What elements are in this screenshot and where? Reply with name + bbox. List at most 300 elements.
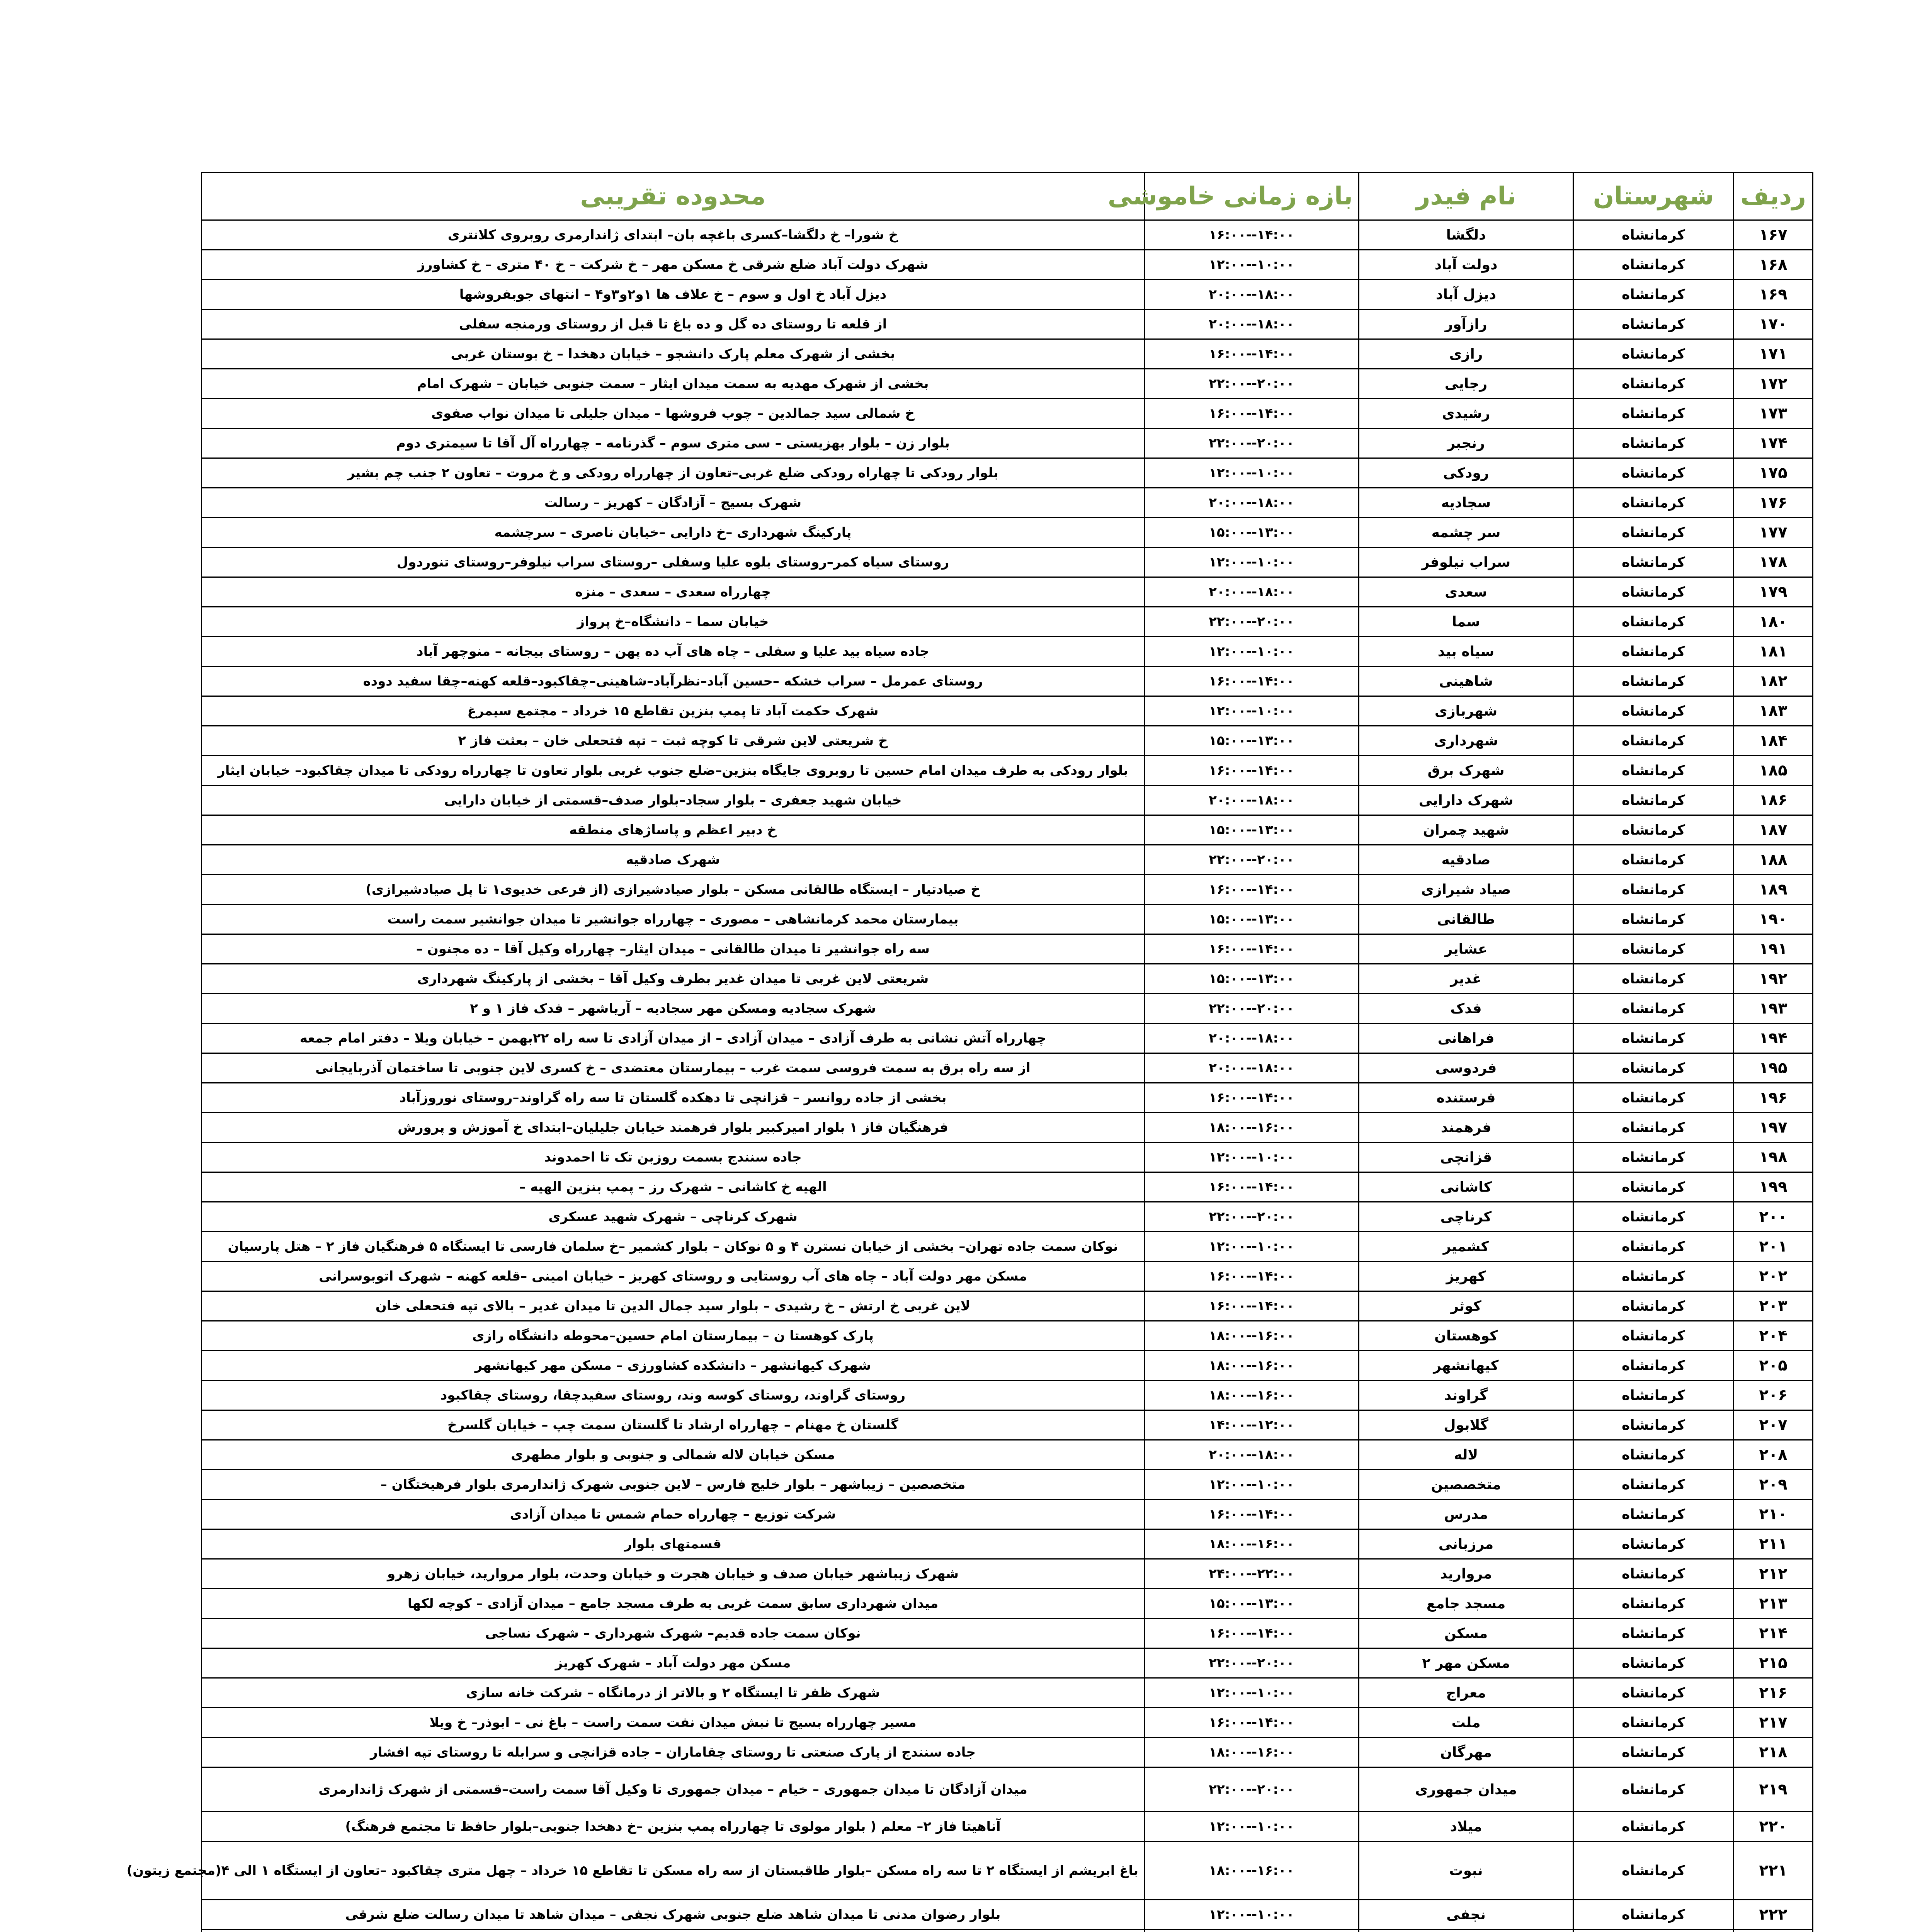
feeder-cell: رنجبر bbox=[1359, 429, 1573, 458]
feeder-cell: قزانچی bbox=[1359, 1143, 1573, 1172]
outage-window-cell: ۲۰:۰۰--۲۲:۰۰ bbox=[1145, 994, 1359, 1024]
table-row bbox=[202, 1083, 1813, 1113]
area-cell: لاین غربی خ ارتش – خ رشیدی – بلوار سید جمال الدین تا میدان غدیر – بالای تپه فتحعلی خان bbox=[202, 1291, 1145, 1321]
table-row bbox=[202, 1440, 1813, 1470]
header-city: شهرستان bbox=[1573, 173, 1734, 220]
table-row bbox=[202, 607, 1813, 637]
header-row-number: ردیف bbox=[1734, 173, 1813, 220]
city-cell: کرمانشاه bbox=[1573, 429, 1734, 458]
table-row bbox=[202, 1767, 1813, 1812]
feeder-cell: مسجد جامع bbox=[1359, 1589, 1573, 1619]
row-number-cell: ۲۱۰ bbox=[1734, 1500, 1813, 1529]
city-cell: کرمانشاه bbox=[1573, 667, 1734, 696]
city-cell: کرمانشاه bbox=[1573, 1559, 1734, 1589]
outage-window-cell: ۲۰:۰۰--۲۲:۰۰ bbox=[1145, 1648, 1359, 1678]
feeder-cell: طالقانی bbox=[1359, 905, 1573, 934]
row-number-cell: ۲۱۲ bbox=[1734, 1559, 1813, 1589]
area-cell: شرکت توزیع – چهارراه حمام شمس تا میدان آزادی bbox=[202, 1500, 1145, 1529]
city-cell: کرمانشاه bbox=[1573, 1381, 1734, 1410]
area-cell: پارکینگ شهرداری –خ دارایی –خیابان ناصری – سرچشمه bbox=[202, 518, 1145, 548]
outage-window-cell: ۱۸:۰۰--۲۰:۰۰ bbox=[1145, 1440, 1359, 1470]
city-cell: کرمانشاه bbox=[1573, 1812, 1734, 1842]
city-cell: کرمانشاه bbox=[1573, 1113, 1734, 1143]
city-cell: کرمانشاه bbox=[1573, 369, 1734, 399]
outage-window-cell: ۱۴:۰۰--۱۶:۰۰ bbox=[1145, 1500, 1359, 1529]
area-cell: بلوار زن – بلوار بهزیستی – سی متری سوم – گذرنامه – چهارراه آل آقا تا سیمتری دوم bbox=[202, 429, 1145, 458]
feeder-cell: سجادیه bbox=[1359, 488, 1573, 518]
area-cell: مسکن مهر دولت آباد – شهرک کهریز bbox=[202, 1648, 1145, 1678]
table-row bbox=[202, 905, 1813, 934]
city-cell: کرمانشاه bbox=[1573, 1500, 1734, 1529]
table-row bbox=[202, 1529, 1813, 1559]
city-cell: کرمانشاه bbox=[1573, 1708, 1734, 1738]
feeder-cell: کاشانی bbox=[1359, 1172, 1573, 1202]
area-cell: بخشی از جاده روانسر – قزانچی تا دهکده گلستان تا سه راه گراوند–روستای نوروزآباد bbox=[202, 1083, 1145, 1113]
table-row bbox=[202, 994, 1813, 1024]
feeder-cell: رازی bbox=[1359, 339, 1573, 369]
outage-window-cell: ۱۳:۰۰--۱۵:۰۰ bbox=[1145, 815, 1359, 845]
area-cell: بیمارستان محمد کرمانشاهی – مصوری – چهارراه جوانشیر تا میدان جوانشیر سمت راست bbox=[202, 905, 1145, 934]
outage-window-cell: ۱۳:۰۰--۱۵:۰۰ bbox=[1145, 905, 1359, 934]
city-cell: کرمانشاه bbox=[1573, 1678, 1734, 1708]
row-number-cell: ۱۹۳ bbox=[1734, 994, 1813, 1024]
outage-window-cell: ۱۲:۰۰--۱۴:۰۰ bbox=[1145, 1410, 1359, 1440]
feeder-cell: شهید چمران bbox=[1359, 815, 1573, 845]
table-row bbox=[202, 1232, 1813, 1262]
row-number-cell: ۱۷۳ bbox=[1734, 399, 1813, 429]
feeder-cell: فرهمند bbox=[1359, 1113, 1573, 1143]
outage-window-cell: ۱۴:۰۰--۱۶:۰۰ bbox=[1145, 667, 1359, 696]
feeder-cell: مرزبانی bbox=[1359, 1529, 1573, 1559]
outage-window-cell: ۲۰:۰۰--۲۲:۰۰ bbox=[1145, 1767, 1359, 1812]
table-row bbox=[202, 1648, 1813, 1678]
area-cell: شهرک زیباشهر خیابان صدف و خیابان هجرت و خیابان وحدت، بلوار مروارید، خیابان زهرو bbox=[202, 1559, 1145, 1589]
table-row bbox=[202, 756, 1813, 786]
row-number-cell: ۲۰۷ bbox=[1734, 1410, 1813, 1440]
city-cell: کرمانشاه bbox=[1573, 1083, 1734, 1113]
outage-window-cell: ۱۸:۰۰--۲۰:۰۰ bbox=[1145, 786, 1359, 815]
feeder-cell: غدیر bbox=[1359, 964, 1573, 994]
area-cell: جاده سنندج بسمت روزبن تک تا احمدوند bbox=[202, 1143, 1145, 1172]
row-number-cell: ۱۹۸ bbox=[1734, 1143, 1813, 1172]
area-cell: باغ ابریشم از ایستگاه ۲ تا سه راه مسکن –بلوار طاقبستان از سه راه مسکن تا تقاطع ۱۵ خرداد – چهل متری چقاکبود –تعاون از ایستگاه ۱ الی ۴(مجتمع زیتون) bbox=[202, 1842, 1145, 1900]
city-cell: کرمانشاه bbox=[1573, 756, 1734, 786]
outage-window-cell: ۱۸:۰۰--۲۰:۰۰ bbox=[1145, 310, 1359, 339]
feeder-cell: فردوسی bbox=[1359, 1053, 1573, 1083]
table-row bbox=[202, 369, 1813, 399]
row-number-cell: ۱۸۶ bbox=[1734, 786, 1813, 815]
outage-window-cell: ۱۰:۰۰--۱۲:۰۰ bbox=[1145, 1900, 1359, 1930]
outage-window-cell: ۱۳:۰۰--۱۵:۰۰ bbox=[1145, 1589, 1359, 1619]
feeder-cell: سما bbox=[1359, 607, 1573, 637]
feeder-cell: کوثر bbox=[1359, 1291, 1573, 1321]
feeder-cell: نجفی bbox=[1359, 1900, 1573, 1930]
table-row bbox=[202, 786, 1813, 815]
row-number-cell: ۱۷۷ bbox=[1734, 518, 1813, 548]
table-row bbox=[202, 1172, 1813, 1202]
row-number-cell: ۱۹۷ bbox=[1734, 1113, 1813, 1143]
city-cell: کرمانشاه bbox=[1573, 726, 1734, 756]
row-number-cell: ۱۸۹ bbox=[1734, 875, 1813, 905]
area-cell: خ شمالی سید جمالدین – چوب فروشها – میدان جلیلی تا میدان نواب صفوی bbox=[202, 399, 1145, 429]
row-number-cell: ۲۰۴ bbox=[1734, 1321, 1813, 1351]
outage-window-cell: ۱۴:۰۰--۱۶:۰۰ bbox=[1145, 1291, 1359, 1321]
outage-window-cell: ۱۴:۰۰--۱۶:۰۰ bbox=[1145, 1619, 1359, 1648]
row-number-cell: ۱۷۶ bbox=[1734, 488, 1813, 518]
table-row bbox=[202, 1500, 1813, 1529]
city-cell: کرمانشاه bbox=[1573, 250, 1734, 280]
row-number-cell: ۱۶۸ bbox=[1734, 250, 1813, 280]
feeder-cell: شهرک برق bbox=[1359, 756, 1573, 786]
table-row bbox=[202, 964, 1813, 994]
table-row bbox=[202, 1930, 1813, 1932]
city-cell: کرمانشاه bbox=[1573, 1619, 1734, 1648]
table-row bbox=[202, 1738, 1813, 1767]
outage-window-cell: ۱۴:۰۰--۱۶:۰۰ bbox=[1145, 399, 1359, 429]
row-number-cell: ۱۷۰ bbox=[1734, 310, 1813, 339]
outage-window-cell: ۱۴:۰۰--۱۶:۰۰ bbox=[1145, 1172, 1359, 1202]
table-row bbox=[202, 1900, 1813, 1930]
row-number-cell: ۲۱۹ bbox=[1734, 1767, 1813, 1812]
feeder-cell: عشایر bbox=[1359, 934, 1573, 964]
feeder-cell: دولت آباد bbox=[1359, 250, 1573, 280]
area-cell: چهارراه سعدی – سعدی – منزه bbox=[202, 577, 1145, 607]
city-cell: کرمانشاه bbox=[1573, 875, 1734, 905]
table-row bbox=[202, 1470, 1813, 1500]
row-number-cell: ۱۶۹ bbox=[1734, 280, 1813, 310]
city-cell: کرمانشاه bbox=[1573, 696, 1734, 726]
table-row bbox=[202, 934, 1813, 964]
city-cell: کرمانشاه bbox=[1573, 1842, 1734, 1900]
area-cell: دیزل آباد خ اول و سوم – خ علاف ها ۱و۲و۳و۴ – انتهای جوبفروشها bbox=[202, 280, 1145, 310]
feeder-cell: صادقیه bbox=[1359, 845, 1573, 875]
area-cell: از قلعه تا روستای ده گل و ده باغ تا قبل از روستای ورمنجه سفلی bbox=[202, 310, 1145, 339]
city-cell: کرمانشاه bbox=[1573, 399, 1734, 429]
table-row bbox=[202, 637, 1813, 667]
area-cell: میدان آزادگان تا میدان جمهوری – خیام – میدان جمهوری تا وکیل آقا سمت راست–قسمتی از شهرک ژاندارمری bbox=[202, 1767, 1145, 1812]
city-cell: کرمانشاه bbox=[1573, 1410, 1734, 1440]
header-area: محدوده تقریبی bbox=[202, 173, 1145, 220]
feeder-cell: لاله bbox=[1359, 1440, 1573, 1470]
area-cell: شریعتی لاین غربی تا میدان غدیر بطرف وکیل آقا – بخشی از پارکینگ شهرداری bbox=[202, 964, 1145, 994]
table-row bbox=[202, 1559, 1813, 1589]
area-cell: خ صیادتیار – ایستگاه طالقانی مسکن – بلوار صیادشیرازی (از فرعی خدیوی۱ تا پل صیادشیرازی) bbox=[202, 875, 1145, 905]
area-cell: خ دبیر اعظم و پاساژهای منطقه bbox=[202, 815, 1145, 845]
row-number-cell: ۲۰۶ bbox=[1734, 1381, 1813, 1410]
area-cell: شهرک حکمت آباد تا پمپ بنزین تقاطع ۱۵ خرداد – مجتمع سیمرغ bbox=[202, 696, 1145, 726]
table-row bbox=[202, 280, 1813, 310]
outage-window-cell: ۱۴:۰۰--۱۶:۰۰ bbox=[1145, 1708, 1359, 1738]
outage-schedule-sheet bbox=[126, 172, 1812, 1932]
row-number-cell: ۱۸۰ bbox=[1734, 607, 1813, 637]
city-cell bbox=[1573, 1930, 1734, 1932]
table-row bbox=[202, 339, 1813, 369]
area-cell: مسکن خیابان لاله شمالی و جنوبی و بلوار مطهری bbox=[202, 1440, 1145, 1470]
city-cell: کرمانشاه bbox=[1573, 1470, 1734, 1500]
outage-window-cell: ۱۰:۰۰--۱۲:۰۰ bbox=[1145, 548, 1359, 577]
row-number-cell: ۱۸۲ bbox=[1734, 667, 1813, 696]
area-cell: جاده سنندج از پارک صنعتی تا روستای چقاماران – جاده قزانچی و سرابله تا روستای تپه افشار bbox=[202, 1738, 1145, 1767]
row-number-cell: ۱۹۹ bbox=[1734, 1172, 1813, 1202]
row-number-cell: ۲۱۴ bbox=[1734, 1619, 1813, 1648]
table-row bbox=[202, 1589, 1813, 1619]
outage-window-cell: ۱۰:۰۰--۱۲:۰۰ bbox=[1145, 250, 1359, 280]
area-cell: بلوار رودکی تا چهاراه رودکی ضلع غربی–تعاون از چهارراه رودکی و خ مروت – تعاون ۲ جنب چم بشیر bbox=[202, 458, 1145, 488]
row-number-cell: ۲۱۱ bbox=[1734, 1529, 1813, 1559]
feeder-cell: مروارید bbox=[1359, 1559, 1573, 1589]
city-cell: کرمانشاه bbox=[1573, 964, 1734, 994]
row-number-cell: ۱۷۵ bbox=[1734, 458, 1813, 488]
table-row bbox=[202, 875, 1813, 905]
table-row bbox=[202, 1202, 1813, 1232]
outage-window-cell: ۱۶:۰۰--۱۸:۰۰ bbox=[1145, 1738, 1359, 1767]
city-cell: کرمانشاه bbox=[1573, 815, 1734, 845]
row-number-cell: ۱۸۳ bbox=[1734, 696, 1813, 726]
row-number-cell: ۱۸۷ bbox=[1734, 815, 1813, 845]
row-number-cell: ۲۰۳ bbox=[1734, 1291, 1813, 1321]
row-number-cell: ۱۸۴ bbox=[1734, 726, 1813, 756]
outage-window-cell: ۱۰:۰۰--۱۲:۰۰ bbox=[1145, 1232, 1359, 1262]
area-cell: الهیه خ کاشانی – شهرک رز – پمپ بنزین الهیه – bbox=[202, 1172, 1145, 1202]
feeder-cell: متخصصین bbox=[1359, 1470, 1573, 1500]
outage-window-cell: ۱۳:۰۰--۱۵:۰۰ bbox=[1145, 518, 1359, 548]
feeder-cell: فرستنده bbox=[1359, 1083, 1573, 1113]
area-cell: خیابان سما – دانشگاه–خ پرواز bbox=[202, 607, 1145, 637]
city-cell: کرمانشاه bbox=[1573, 1172, 1734, 1202]
area-cell: شهرک صادقیه bbox=[202, 845, 1145, 875]
feeder-cell: سیاه بید bbox=[1359, 637, 1573, 667]
area-cell: شهرک دولت آباد ضلع شرقی خ مسکن مهر – خ شرکت – خ ۴۰ متری – خ کشاورز bbox=[202, 250, 1145, 280]
row-number-cell: ۱۹۰ bbox=[1734, 905, 1813, 934]
feeder-cell: سراب نیلوفر bbox=[1359, 548, 1573, 577]
outage-window-cell: ۱۶:۰۰--۱۸:۰۰ bbox=[1145, 1113, 1359, 1143]
feeder-cell: گراوند bbox=[1359, 1381, 1573, 1410]
outage-window-cell: ۱۴:۰۰--۱۶:۰۰ bbox=[1145, 1262, 1359, 1291]
feeder-cell: کیهانشهر bbox=[1359, 1351, 1573, 1381]
table-row bbox=[202, 399, 1813, 429]
table-row bbox=[202, 429, 1813, 458]
area-cell: خیابان شهید جعفری – بلوار سجاد–بلوار صدف–قسمتی از خیابان دارایی bbox=[202, 786, 1145, 815]
table-row bbox=[202, 1291, 1813, 1321]
city-cell: کرمانشاه bbox=[1573, 1143, 1734, 1172]
feeder-cell: رودکی bbox=[1359, 458, 1573, 488]
table-row bbox=[202, 1381, 1813, 1410]
feeder-cell: میلاد bbox=[1359, 1812, 1573, 1842]
table-row bbox=[202, 845, 1813, 875]
feeder-cell: سعدی bbox=[1359, 577, 1573, 607]
area-cell: روستای سیاه کمر–روستای بلوه علیا وسفلی –روستای سراب نیلوفر–روستای تنوردول bbox=[202, 548, 1145, 577]
table-row bbox=[202, 815, 1813, 845]
city-cell: کرمانشاه bbox=[1573, 934, 1734, 964]
row-number-cell: ۱۶۷ bbox=[1734, 220, 1813, 250]
city-cell: کرمانشاه bbox=[1573, 1321, 1734, 1351]
row-number-cell: ۱۸۸ bbox=[1734, 845, 1813, 875]
table-row bbox=[202, 726, 1813, 756]
feeder-cell: مهرگان bbox=[1359, 1738, 1573, 1767]
area-cell: شهرک کرناچی – شهرک شهید عسکری bbox=[202, 1202, 1145, 1232]
area-cell: قسمتهای بلوار bbox=[202, 1529, 1145, 1559]
outage-window-cell: ۱۰:۰۰--۱۲:۰۰ bbox=[1145, 1678, 1359, 1708]
area-cell: شهرک کیهانشهر – دانشکده کشاورزی – مسکن مهر کیهانشهر bbox=[202, 1351, 1145, 1381]
table-row bbox=[202, 458, 1813, 488]
area-cell: مسیر چهارراه بسیج تا نبش میدان نفت سمت راست – باغ نی – ابوذر– خ ویلا bbox=[202, 1708, 1145, 1738]
city-cell: کرمانشاه bbox=[1573, 280, 1734, 310]
area-cell: میدان شهرداری سابق سمت غربی به طرف مسجد جامع – میدان آزادی – کوچه لکها bbox=[202, 1589, 1145, 1619]
outage-window-cell: ۱۸:۰۰--۲۰:۰۰ bbox=[1145, 1024, 1359, 1053]
city-cell: کرمانشاه bbox=[1573, 1440, 1734, 1470]
table-row bbox=[202, 1678, 1813, 1708]
table-row bbox=[202, 1321, 1813, 1351]
outage-window-cell: ۲۰:۰۰--۲۲:۰۰ bbox=[1145, 1202, 1359, 1232]
area-cell: بلوار رضوان مدنی تا میدان شاهد ضلع جنوبی شهرک نجفی – میدان شاهد تا میدان رسالت ضلع شرقی bbox=[202, 1900, 1145, 1930]
area-cell: بخشی از شهرک معلم پارک دانشجو – خیابان دهخدا – خ بوستان غربی bbox=[202, 339, 1145, 369]
header-outage-window: بازه زمانی خاموشی bbox=[1145, 173, 1359, 220]
row-number-cell: ۲۱۷ bbox=[1734, 1708, 1813, 1738]
area-cell bbox=[202, 1930, 1145, 1932]
row-number-cell: ۱۹۱ bbox=[1734, 934, 1813, 964]
row-number-cell: ۱۷۹ bbox=[1734, 577, 1813, 607]
outage-window-cell: ۱۴:۰۰--۱۶:۰۰ bbox=[1145, 220, 1359, 250]
table-header-row bbox=[202, 173, 1813, 220]
row-number-cell: ۱۹۶ bbox=[1734, 1083, 1813, 1113]
table-row bbox=[202, 1113, 1813, 1143]
feeder-cell: نبوت bbox=[1359, 1842, 1573, 1900]
table-row bbox=[202, 488, 1813, 518]
outage-window-cell: ۱۰:۰۰--۱۲:۰۰ bbox=[1145, 1143, 1359, 1172]
city-cell: کرمانشاه bbox=[1573, 1232, 1734, 1262]
feeder-cell: رشیدی bbox=[1359, 399, 1573, 429]
area-cell: مسکن مهر دولت آباد – چاه های آب روستایی و روستای کهریز – خیابان امینی –قلعه کهنه – شهرک اتوبوسرانی bbox=[202, 1262, 1145, 1291]
feeder-cell: شهرداری bbox=[1359, 726, 1573, 756]
city-cell: کرمانشاه bbox=[1573, 905, 1734, 934]
header-feeder: نام فیدر bbox=[1359, 173, 1573, 220]
area-cell: نوکان سمت جاده تهران– بخشی از خیابان نسترن ۴ و ۵ نوکان – بلوار کشمیر –خ سلمان فارسی تا ایستگاه ۵ فرهنگیان فاز ۲ – هتل پارسیان bbox=[202, 1232, 1145, 1262]
feeder-cell: کوهستان bbox=[1359, 1321, 1573, 1351]
city-cell: کرمانشاه bbox=[1573, 845, 1734, 875]
area-cell: آناهیتا فاز ۲– معلم ( بلوار مولوی تا چهارراه پمپ بنزین –خ دهخدا جنوبی–بلوار حافظ تا مجتمع فرهنگ) bbox=[202, 1812, 1145, 1842]
area-cell: فرهنگیان فاز ۱ بلوار امیرکبیر بلوار فرهمند خیابان جلیلیان–ابتدای خ آموزش و پرورش bbox=[202, 1113, 1145, 1143]
outage-window-cell: ۲۰:۰۰--۲۲:۰۰ bbox=[1145, 607, 1359, 637]
outage-window-cell: ۱۴:۰۰--۱۶:۰۰ bbox=[1145, 756, 1359, 786]
outage-window-cell: ۱۳:۰۰--۱۵:۰۰ bbox=[1145, 964, 1359, 994]
city-cell: کرمانشاه bbox=[1573, 1900, 1734, 1930]
feeder-cell: سر چشمه bbox=[1359, 518, 1573, 548]
outage-window-cell: ۱۴:۰۰--۱۶:۰۰ bbox=[1145, 934, 1359, 964]
outage-window-cell: ۱۰:۰۰--۱۲:۰۰ bbox=[1145, 1470, 1359, 1500]
feeder-cell: رجایی bbox=[1359, 369, 1573, 399]
table-row bbox=[202, 696, 1813, 726]
city-cell: کرمانشاه bbox=[1573, 1291, 1734, 1321]
city-cell: کرمانشاه bbox=[1573, 1024, 1734, 1053]
row-number-cell: ۲۰۸ bbox=[1734, 1440, 1813, 1470]
outage-window-cell: ۲۰:۰۰--۲۲:۰۰ bbox=[1145, 845, 1359, 875]
feeder-cell: مسکن bbox=[1359, 1619, 1573, 1648]
table-row bbox=[202, 1619, 1813, 1648]
area-cell: نوکان سمت جاده قدیم– شهرک شهرداری – شهرک نساجی bbox=[202, 1619, 1145, 1648]
feeder-cell: شهربازی bbox=[1359, 696, 1573, 726]
row-number-cell: ۲۱۶ bbox=[1734, 1678, 1813, 1708]
feeder-cell: کهریز bbox=[1359, 1262, 1573, 1291]
area-cell: چهارراه آتش نشانی به طرف آزادی – میدان آزادی – از میدان آزادی تا سه راه ۲۲بهمن – خیابان ویلا – دفتر امام جمعه bbox=[202, 1024, 1145, 1053]
row-number-cell: ۲۰۲ bbox=[1734, 1262, 1813, 1291]
outage-window-cell: ۲۲:۰۰--۲۴:۰۰ bbox=[1145, 1559, 1359, 1589]
outage-window-cell: ۲۰:۰۰--۲۲:۰۰ bbox=[1145, 429, 1359, 458]
city-cell: کرمانشاه bbox=[1573, 518, 1734, 548]
area-cell: شهرک سجادیه ومسکن مهر سجادیه – آریاشهر – فدک فاز ۱ و ۲ bbox=[202, 994, 1145, 1024]
table-row bbox=[202, 577, 1813, 607]
area-cell: روستای عمرمل – سراب خشکه –حسین آباد–نظرآباد–شاهینی–چقاکبود–قلعه کهنه–چقا سفید دوده bbox=[202, 667, 1145, 696]
row-number-cell: ۲۰۹ bbox=[1734, 1470, 1813, 1500]
row-number-cell: ۱۸۵ bbox=[1734, 756, 1813, 786]
city-cell: کرمانشاه bbox=[1573, 1648, 1734, 1678]
table-row bbox=[202, 1053, 1813, 1083]
row-number-cell: ۲۲۱ bbox=[1734, 1842, 1813, 1900]
outage-window-cell: ۱۰:۰۰--۱۲:۰۰ bbox=[1145, 696, 1359, 726]
city-cell: کرمانشاه bbox=[1573, 1529, 1734, 1559]
table-row bbox=[202, 667, 1813, 696]
feeder-cell: مدرس bbox=[1359, 1500, 1573, 1529]
outage-window-cell: ۱۶:۰۰--۱۸:۰۰ bbox=[1145, 1842, 1359, 1900]
feeder-cell: صیاد شیرازی bbox=[1359, 875, 1573, 905]
feeder-cell: رازآور bbox=[1359, 310, 1573, 339]
feeder-cell: گلابول bbox=[1359, 1410, 1573, 1440]
outage-window-cell: ۱۳:۰۰--۱۵:۰۰ bbox=[1145, 726, 1359, 756]
feeder-cell: فدک bbox=[1359, 994, 1573, 1024]
outage-window-cell: ۱۶:۰۰--۱۸:۰۰ bbox=[1145, 1351, 1359, 1381]
feeder-cell: شاهینی bbox=[1359, 667, 1573, 696]
city-cell: کرمانشاه bbox=[1573, 1351, 1734, 1381]
table-body bbox=[126, 220, 1813, 1932]
city-cell: کرمانشاه bbox=[1573, 994, 1734, 1024]
table-row bbox=[202, 548, 1813, 577]
outage-window-cell: ۲۰:۰۰--۲۲:۰۰ bbox=[1145, 369, 1359, 399]
outage-table bbox=[126, 172, 1813, 1932]
row-number-cell: ۲۲۲ bbox=[1734, 1900, 1813, 1930]
city-cell: کرمانشاه bbox=[1573, 577, 1734, 607]
city-cell: کرمانشاه bbox=[1573, 786, 1734, 815]
outage-window-cell: ۱۶:۰۰--۱۸:۰۰ bbox=[1145, 1381, 1359, 1410]
feeder-cell: دلگشا bbox=[1359, 220, 1573, 250]
outage-window-cell: ۱۰:۰۰--۱۲:۰۰ bbox=[1145, 458, 1359, 488]
city-cell: کرمانشاه bbox=[1573, 339, 1734, 369]
outage-window-cell bbox=[1145, 1930, 1359, 1932]
outage-window-cell: ۱۸:۰۰--۲۰:۰۰ bbox=[1145, 577, 1359, 607]
feeder-cell: دیزل آباد bbox=[1359, 280, 1573, 310]
table-row bbox=[202, 220, 1813, 250]
city-cell: کرمانشاه bbox=[1573, 548, 1734, 577]
feeder-cell: میدان جمهوری bbox=[1359, 1767, 1573, 1812]
city-cell: کرمانشاه bbox=[1573, 1202, 1734, 1232]
row-number-cell: ۲۱۵ bbox=[1734, 1648, 1813, 1678]
area-cell: خ شریعتی لاین شرقی تا کوچه ثبت – تپه فتحعلی خان – بعثت فاز ۲ bbox=[202, 726, 1145, 756]
area-cell: شهرک ظفر تا ایستگاه ۲ و بالاتر از درمانگاه – شرکت خانه سازی bbox=[202, 1678, 1145, 1708]
row-number-cell: ۲۱۳ bbox=[1734, 1589, 1813, 1619]
outage-window-cell: ۱۶:۰۰--۱۸:۰۰ bbox=[1145, 1529, 1359, 1559]
feeder-cell: مسکن مهر ۲ bbox=[1359, 1648, 1573, 1678]
table-row bbox=[202, 1708, 1813, 1738]
row-number-cell: ۲۰۱ bbox=[1734, 1232, 1813, 1262]
table-row bbox=[202, 518, 1813, 548]
row-number-cell: ۲۱۸ bbox=[1734, 1738, 1813, 1767]
area-cell: بلوار رودکی به طرف میدان امام حسین تا روبروی جایگاه بنزین–ضلع جنوب غربی بلوار تعاون تا چهارراه رودکی تا میدان چقاکبود– خیابان ایثار bbox=[202, 756, 1145, 786]
table-row bbox=[202, 1410, 1813, 1440]
feeder-cell: شهرک دارایی bbox=[1359, 786, 1573, 815]
table-row bbox=[202, 310, 1813, 339]
feeder-cell bbox=[1359, 1930, 1573, 1932]
row-number-cell: ۱۷۲ bbox=[1734, 369, 1813, 399]
city-cell: کرمانشاه bbox=[1573, 1262, 1734, 1291]
row-number-cell: ۲۰۵ bbox=[1734, 1351, 1813, 1381]
